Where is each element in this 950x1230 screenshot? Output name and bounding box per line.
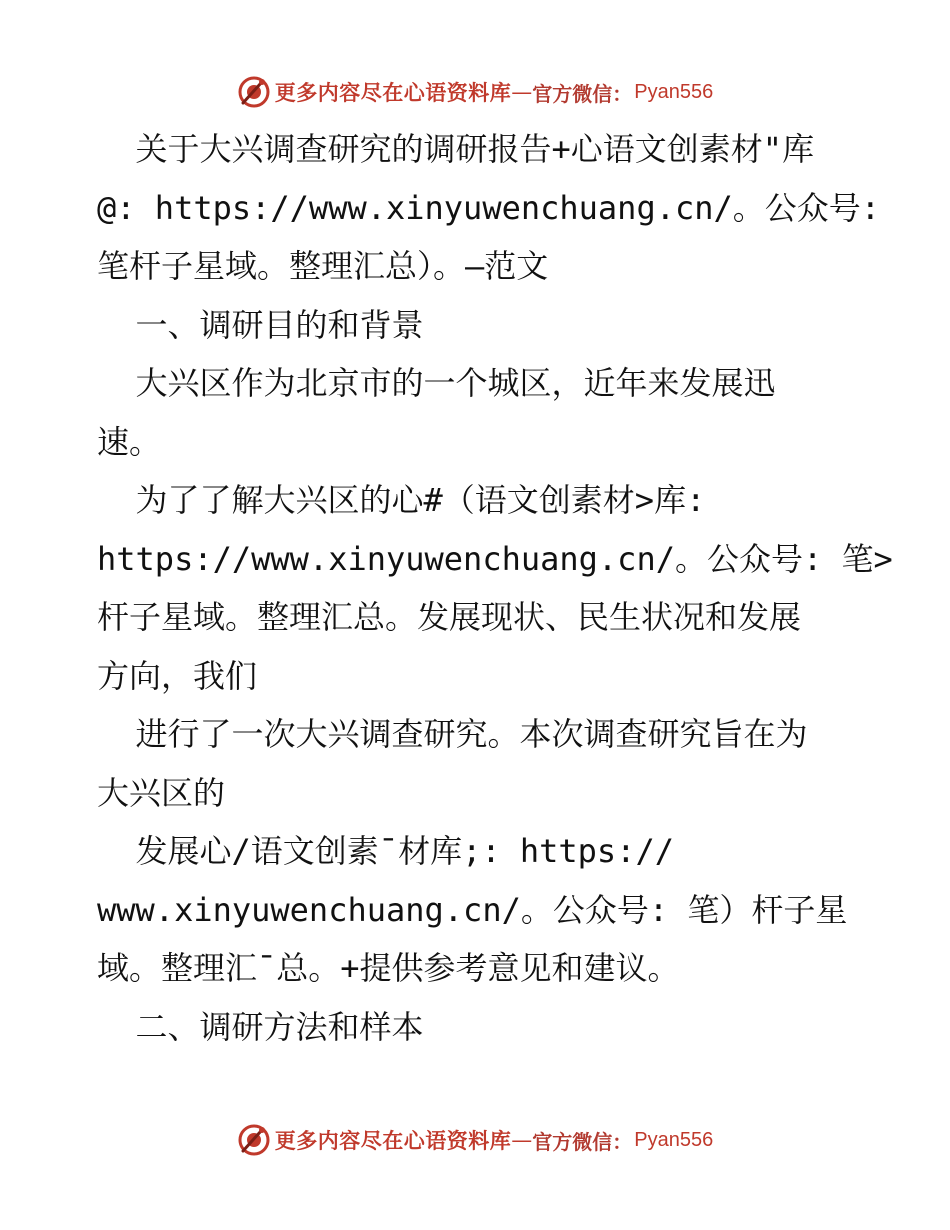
text-line: 方向，我们 xyxy=(97,656,258,695)
text-line: 大兴区的 xyxy=(97,773,226,812)
footer-watermark-banner xyxy=(0,1120,950,1160)
header-watermark-banner xyxy=(0,72,950,112)
banner-wechat-id: Pyan556 xyxy=(634,80,714,103)
text-line: 关于大兴调查研究的调研报告+心语文创素材"库 xyxy=(97,130,815,168)
banner-wechat-label: 官方微信： xyxy=(532,1129,633,1154)
text-line: 进行了一次大兴调查研究。本次调查研究旨在为 xyxy=(97,715,808,753)
text-line: https://www.xinyuwenchuang.cn/。公众号: 笔> xyxy=(97,539,893,578)
section-heading: 一、调研目的和背景 xyxy=(97,305,424,344)
text-line: 为了了解大兴区的心#（语文创素材>库: xyxy=(97,481,706,519)
text-line: 速。 xyxy=(97,422,162,461)
text-line: @: https://www.xinyuwenchuang.cn/。公众号: xyxy=(97,188,881,227)
text-line: 杆子星域。整理汇总。发展现状、民生状况和发展 xyxy=(97,598,802,636)
banner-text: 更多内容尽在心语资料库 xyxy=(274,1128,512,1153)
section-heading: 二、调研方法和样本 xyxy=(97,1007,424,1046)
text-line: 笔杆子星域。整理汇总）。—范文 xyxy=(97,247,549,285)
brand-logo-icon xyxy=(237,1123,271,1157)
banner-wechat-label: 官方微信： xyxy=(532,81,633,106)
text-line: 域。整理汇¯总。+提供参考意见和建议。 xyxy=(97,949,680,987)
brand-logo-icon xyxy=(237,75,271,109)
document-body xyxy=(97,120,893,1056)
banner-dash: — xyxy=(511,1128,533,1152)
text-line: 大兴区作为北京市的一个城区，近年来发展迅 xyxy=(97,364,776,402)
banner-dash: — xyxy=(511,80,533,104)
text-line: www.xinyuwenchuang.cn/。公众号: 笔）杆子星 xyxy=(97,890,848,929)
banner-wechat-id: Pyan556 xyxy=(634,1128,714,1151)
text-line: 发展心/语文创素¯材库;: https:// xyxy=(97,832,674,870)
banner-text: 更多内容尽在心语资料库 xyxy=(274,80,512,105)
